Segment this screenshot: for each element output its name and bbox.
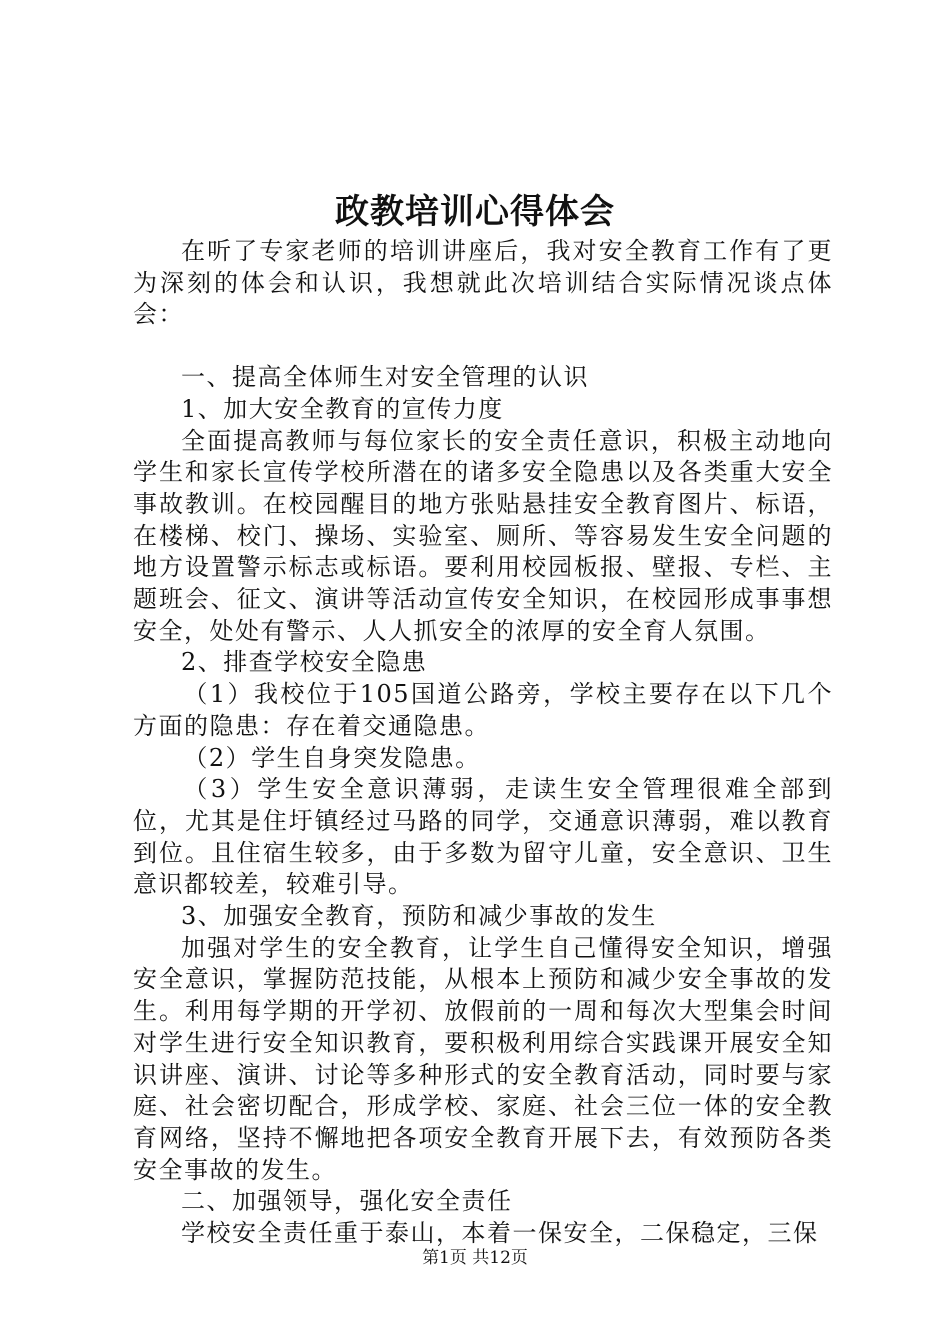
body-paragraph: 加强对学生的安全教育，让学生自己懂得安全知识，增强安全意识，掌握防范技能，从根本上预防和减少安全事故的发生。利用每学期的开学初、放假前的一周和每次大型集会时间对学生进行安全知识教育，要积极利用综合实践课开展安全知识讲座、演讲、讨论等多种形式的安全教育活动，同时要与家庭、社会密切配合，形成学校、家庭、社会三位一体的安全教育网络，坚持不懈地把各项安全教育开展下去，有效预防各类安全事故的发生。: [133, 933, 833, 1184]
body-paragraph: 学校安全责任重于泰山，本着一保安全，二保稳定，三保: [181, 1219, 819, 1248]
document-body: [133, 236, 833, 1250]
section-heading: 一、提高全体师生对安全管理的认识: [181, 363, 589, 392]
section-heading: 二、加强领导，强化安全责任: [181, 1187, 513, 1216]
body-paragraph: 全面提高教师与每位家长的安全责任意识，积极主动地向学生和家长宣传学校所潜在的诸多安全隐患以及各类重大安全事故教训。在校园醒目的地方张贴悬挂安全教育图片、标语，在楼梯、校门、操场、实验室、厕所、等容易发生安全问题的地方设置警示标志或标语。要利用校园板报、壁报、专栏、主题班会、征文、演讲等活动宣传安全知识，在校园形成事事想安全，处处有警示、人人抓安全的浓厚的安全育人氛围。: [133, 426, 833, 645]
subsection-heading: 3、加强安全教育，预防和减少事故的发生: [181, 902, 657, 931]
list-item: （2）学生自身突发隐患。: [183, 743, 481, 772]
subsection-heading: 1、加大安全教育的宣传力度: [181, 394, 504, 423]
intro-paragraph: 在听了专家老师的培训讲座后，我对安全教育工作有了更为深刻的体会和认识，我想就此次培训结合实际情况谈点体会：: [133, 237, 833, 329]
list-item: （3）学生安全意识薄弱，走读生安全管理很难全部到位，尤其是住圩镇经过马路的同学，交通意识薄弱，难以教育到位。且住宿生较多，由于多数为留守儿童，安全意识、卫生意识都较差，较难引导。: [133, 775, 833, 899]
document-title: 政教培训心得体会: [335, 192, 615, 232]
subsection-heading: 2、排查学校安全隐患: [181, 648, 428, 677]
page-number: 第1页 共12页: [422, 1248, 528, 1268]
list-item: （1）我校位于105国道公路旁，学校主要存在以下几个方面的隐患：存在着交通隐患。: [133, 680, 833, 740]
